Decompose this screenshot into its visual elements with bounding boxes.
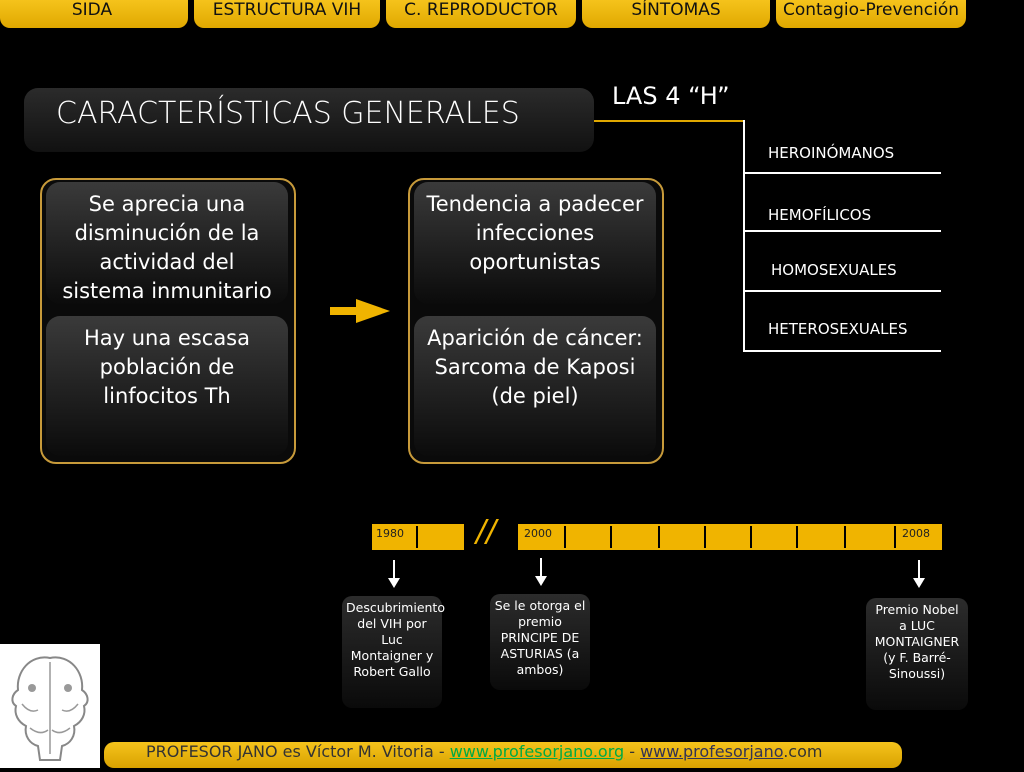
tab-label: SÍNTOMAS [631, 0, 721, 20]
h-item-underline [745, 172, 941, 174]
timeline-cell [610, 526, 658, 548]
h-item-hemofilicos: HEMOFÍLICOS [768, 206, 872, 224]
down-arrow-icon-head [535, 576, 547, 586]
year-2008: 2008 [902, 527, 930, 540]
card-kaposi: Aparición de cáncer: Sarcoma de Kaposi (de piel) [414, 316, 656, 456]
janus-face-icon [0, 644, 100, 768]
tab-label: SIDA [71, 0, 113, 20]
footer-credits [104, 742, 902, 768]
event-2000: Se le otorga el premio PRINCIPE DE ASTURIAS (a ambos) [490, 594, 590, 690]
h-item-underline [745, 350, 941, 352]
timeline-cell [416, 526, 464, 548]
h-item-underline [745, 230, 941, 232]
arrow-right-icon [330, 307, 358, 315]
tab-label: ESTRUCTURA VIH [212, 0, 362, 20]
card-inmunidad: Se aprecia una disminución de la actividad del sistema inmunitario [46, 182, 288, 304]
h-item-underline [745, 290, 941, 292]
timeline-break: // [476, 514, 497, 549]
timeline-cell [750, 526, 796, 548]
list-divider [743, 120, 745, 352]
h-section-title: LAS 4 “H” [612, 82, 730, 110]
down-arrow-icon-head [388, 578, 400, 588]
timeline-cell [658, 526, 704, 548]
tab-sida[interactable] [0, 0, 188, 28]
h-item-heroinomanos: HEROINÓMANOS [768, 144, 895, 162]
tab-estructura-vih[interactable] [194, 0, 380, 28]
card-infecciones: Tendencia a padecer infecciones oportunistas [414, 182, 656, 304]
event-1980: Descubrimiento del VIH por Luc Montaigner y Robert Gallo [342, 596, 442, 708]
year-1980: 1980 [376, 527, 404, 540]
down-arrow-icon-head [913, 578, 925, 588]
timeline-cell [564, 526, 610, 548]
janus-logo [0, 644, 100, 768]
year-2000: 2000 [524, 527, 552, 540]
tab-label: C. REPRODUCTOR [404, 0, 558, 20]
page-title: CARACTERÍSTICAS GENERALES [24, 88, 594, 152]
h-item-heterosexuales: HETEROSEXUALES [768, 320, 908, 338]
connector-line [594, 120, 744, 122]
arrow-right-icon-head [356, 299, 390, 323]
down-arrow-icon [393, 560, 395, 580]
tab-contagio-prevencion[interactable] [776, 0, 966, 28]
h-item-homosexuales: HOMOSEXUALES [771, 261, 897, 279]
down-arrow-icon [540, 558, 542, 578]
footer-suffix: .com [783, 742, 823, 761]
timeline-cell [844, 526, 894, 548]
event-2008: Premio Nobel a LUC MONTAIGNER (y F. Barré-Sinoussi) [866, 598, 968, 710]
footer-link-org[interactable]: www.profesorjano.org [449, 742, 625, 761]
footer-separator: - [624, 742, 641, 761]
down-arrow-icon [918, 560, 920, 580]
timeline-cell [704, 526, 750, 548]
tab-sintomas[interactable] [582, 0, 770, 28]
tab-label: Contagio-Prevención [782, 0, 960, 20]
footer-link-com[interactable]: www.profesorjano [640, 742, 784, 761]
footer-prefix: PROFESOR JANO es Víctor M. Vitoria - [146, 742, 450, 761]
tab-c-reproductor[interactable] [386, 0, 576, 28]
timeline-cell [796, 526, 844, 548]
card-linfocitos: Hay una escasa población de linfocitos Th [46, 316, 288, 456]
